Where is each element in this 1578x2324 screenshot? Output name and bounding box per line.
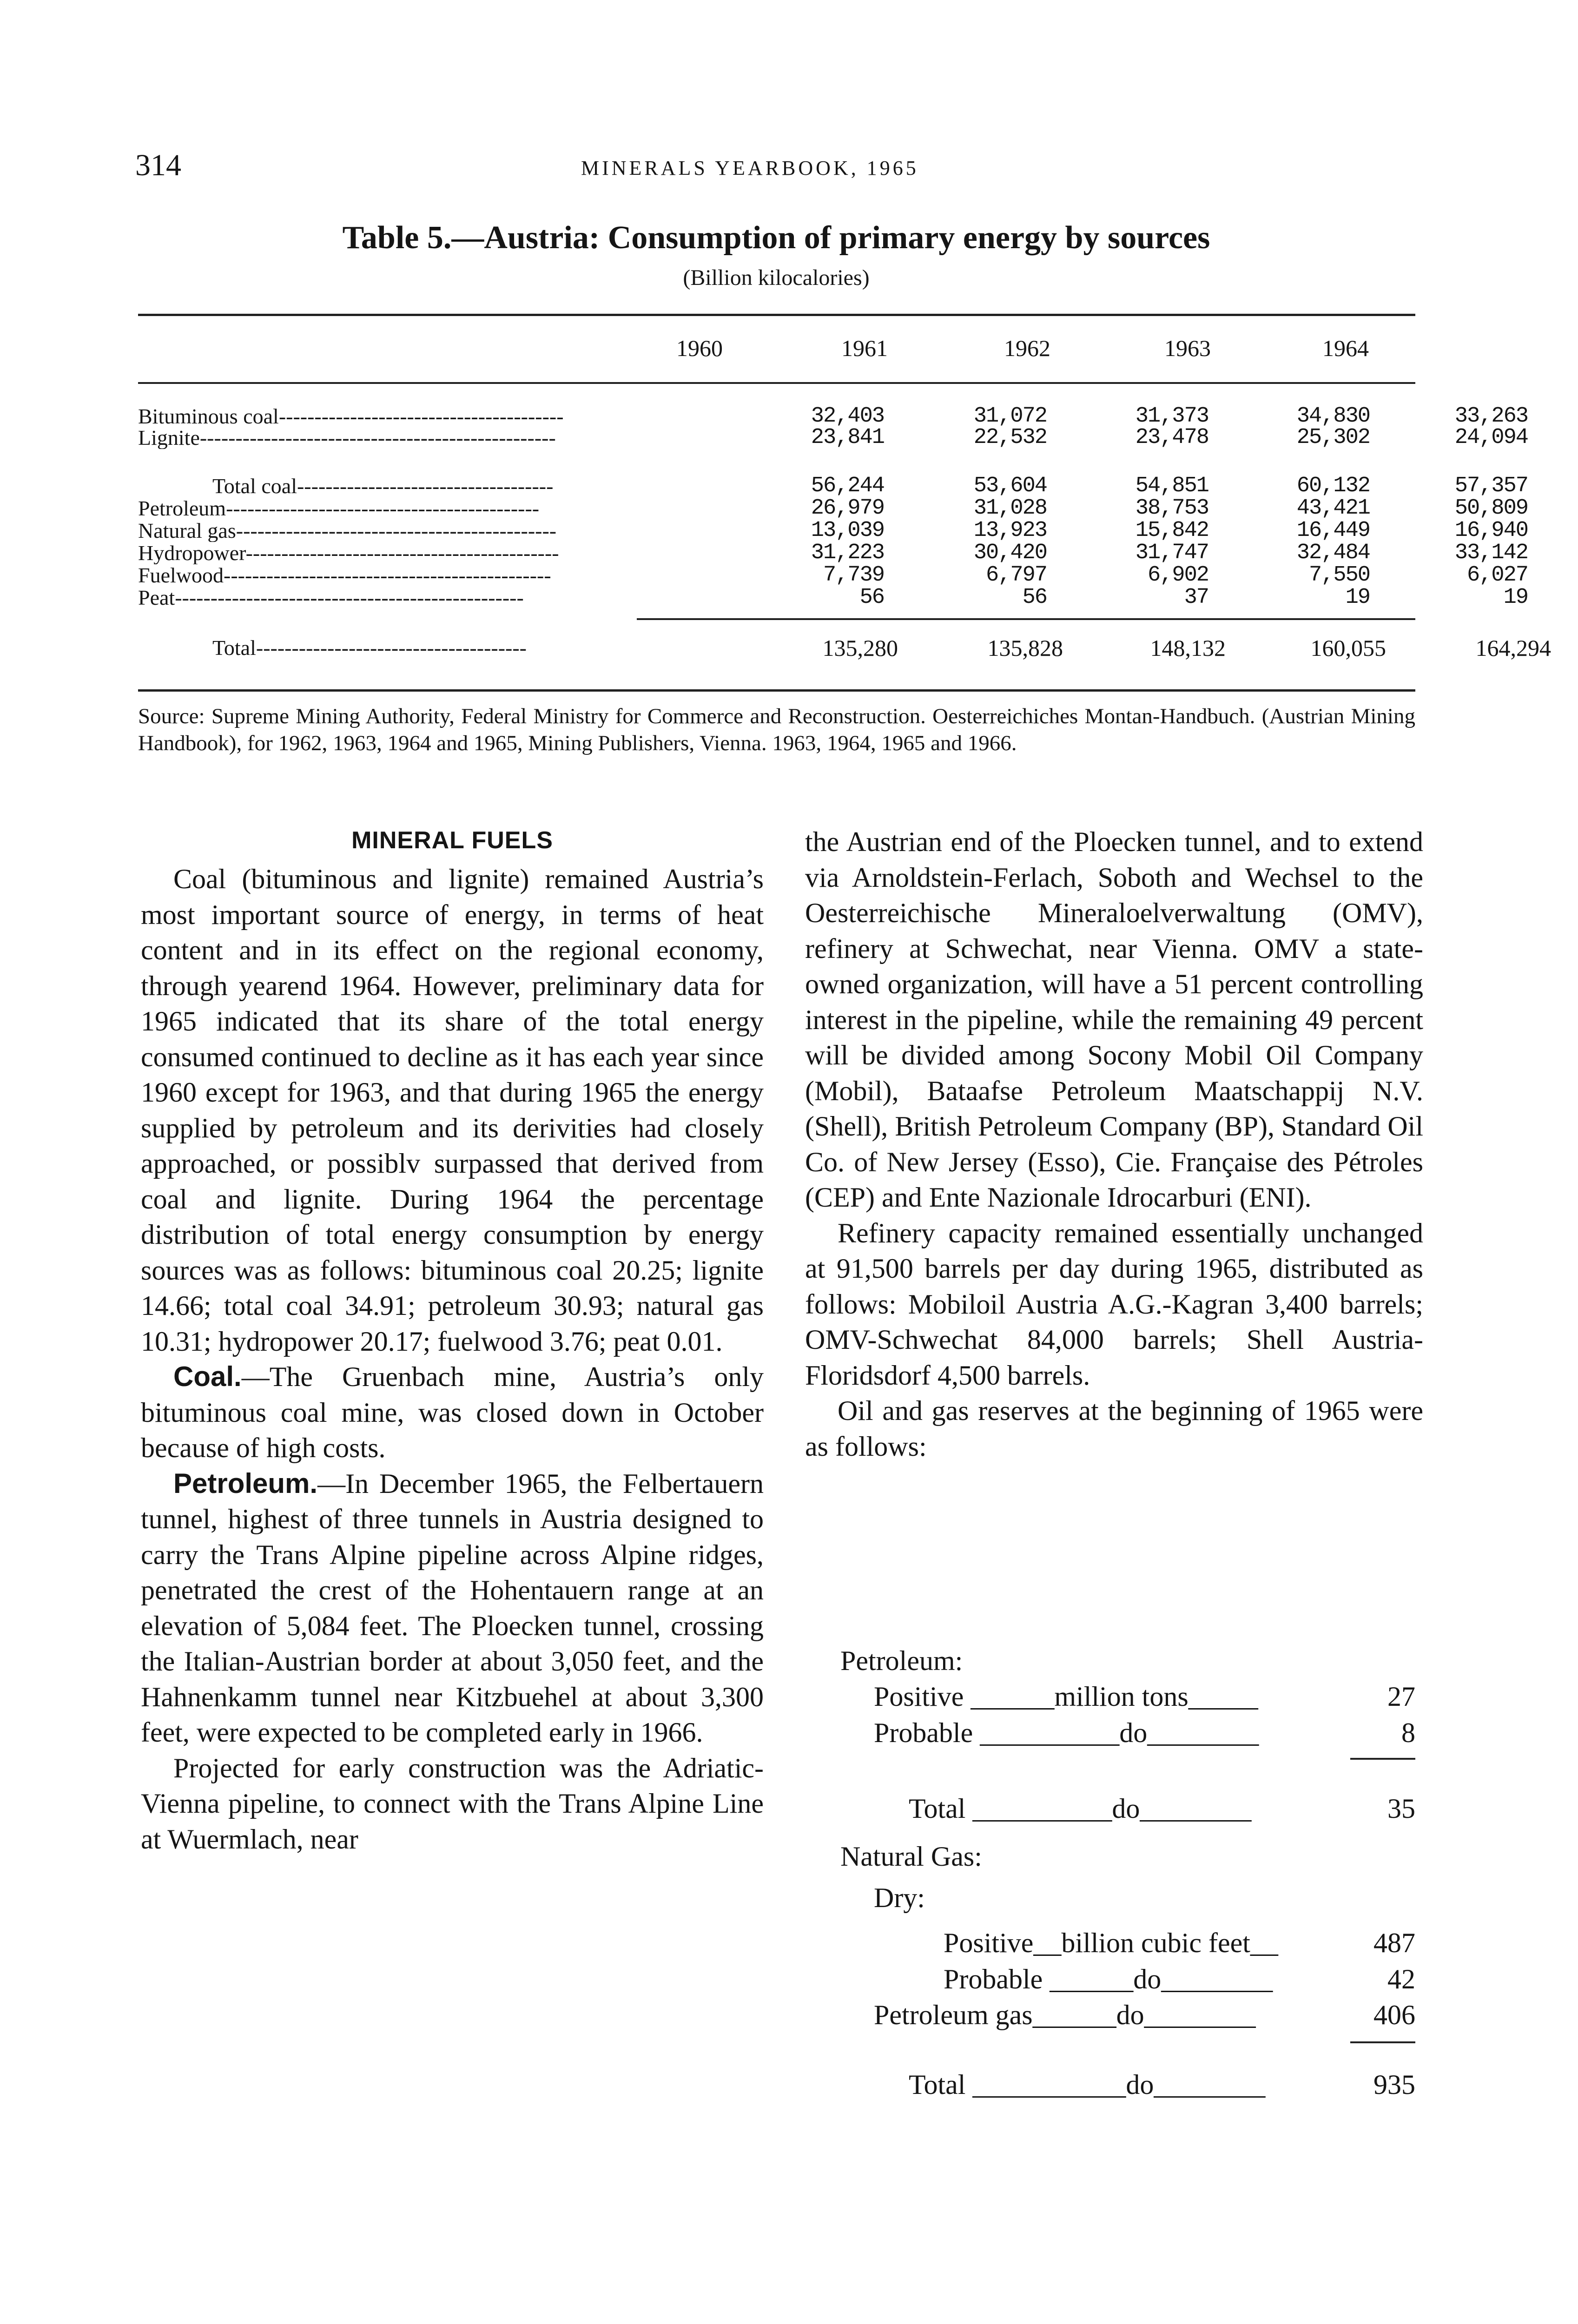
cell-value: 57,357 <box>1454 474 1528 498</box>
cell-value: 38,753 <box>1135 496 1208 521</box>
cell-value: 32,484 <box>1296 541 1370 565</box>
cell-value: 24,094 <box>1454 425 1528 450</box>
cell-value: 13,039 <box>811 518 884 543</box>
reserves-label: Probable ______do________ <box>944 1964 1273 1994</box>
reserves-value: 935 <box>1373 2069 1415 2100</box>
table-row <box>138 496 1528 521</box>
row-label: Total-------------------------------------- <box>212 637 527 659</box>
paragraph-petroleum <box>141 1466 764 1750</box>
right-column <box>805 824 1423 1464</box>
cell-value: 13,923 <box>973 518 1047 543</box>
run-in-heading: Petroleum. <box>173 1467 318 1499</box>
reserves-label: Probable __________do________ <box>874 1717 1259 1748</box>
column-header: 1964 <box>1322 335 1369 361</box>
cell-value: 33,263 <box>1454 404 1528 429</box>
table-source-note: Source: Supreme Mining Authority, Federal Ministry for Commerce and Reconstruction. Oesterreichiches Montan-Handbuch. (Austrian Mining Handbook), for 1962, 1963, 1964 and 1965, Mining Publishers, Vienna. 1963, 1964, 1965 and 1966. <box>138 704 1415 755</box>
cell-value: 54,851 <box>1135 474 1208 498</box>
row-label: Petroleum-------------------------------------------- <box>138 497 540 520</box>
cell-value: 50,809 <box>1454 496 1528 521</box>
column-header: 1961 <box>841 335 888 361</box>
cell-value: 31,373 <box>1135 404 1208 429</box>
cell-value: 135,280 <box>822 635 898 661</box>
cell-value: 19 <box>1345 585 1370 610</box>
cell-value: 31,747 <box>1135 541 1208 565</box>
cell-value: 7,550 <box>1308 563 1370 588</box>
reserves-value: 487 <box>1373 1928 1415 1958</box>
paragraph: Coal (bituminous and lignite) remained Austria’s most important source of energy, in terms of heat content and in its effect on the regional economy, through yearend 1964. However, preliminary data for 1965 indicated that its share of the total energy consumed continued to decline as it has each year since 1960 except for 1963, and that during 1965 the energy supplied by petroleum and its derivities had closely approached, or possiblv surpassed that derived from coal and lignite. During 1964 the percentage distribution of total energy consumption by energy sources was as follows: bituminous coal 20.25; lignite 14.66; total coal 34.91; petroleum 30.93; natural gas 10.31; hydropower 20.17; fuelwood 3.76; peat 0.01. <box>141 864 764 1357</box>
page-number: 314 <box>135 148 181 182</box>
reserves-row <box>874 1679 1415 1714</box>
cell-value: 6,902 <box>1147 563 1208 588</box>
reserves-row <box>874 1715 1415 1750</box>
reserves-dry-label: Dry: <box>874 1882 925 1913</box>
total-rule <box>637 618 1415 620</box>
paragraph: Oil and gas reserves at the beginning of 1965 were as follows: <box>805 1395 1423 1462</box>
reserves-value: 42 <box>1387 1964 1415 1994</box>
reserves-row <box>944 1961 1415 1997</box>
row-label: Total coal------------------------------------ <box>212 475 554 497</box>
cell-value: 60,132 <box>1296 474 1370 498</box>
cell-value: 32,403 <box>811 404 884 429</box>
cell-value: 33,142 <box>1454 541 1528 565</box>
reserves-value: 406 <box>1373 2000 1415 2030</box>
reserves-total-row <box>909 2067 1415 2102</box>
table-top-rule <box>138 314 1415 316</box>
reserves-gas-label: Natural Gas: <box>840 1841 982 1872</box>
table-row-total <box>138 635 1551 661</box>
paragraph: Projected for early construction was the Adriatic-Vienna pipeline, to connect with the Trans Alpine Line at Wuermlach, near <box>141 1752 764 1855</box>
cell-value: 6,797 <box>985 563 1047 588</box>
cell-value: 31,223 <box>811 541 884 565</box>
running-head: MINERALS YEARBOOK, 1965 <box>581 157 919 179</box>
reserves-label: Total __________do________ <box>909 1793 1252 1824</box>
reserves-value: 35 <box>1387 1793 1415 1824</box>
table-row <box>138 404 1528 429</box>
cell-value: 160,055 <box>1310 635 1386 661</box>
cell-value: 135,828 <box>987 635 1063 661</box>
table-title: Table 5.—Austria: Consumption of primary energy by sources <box>342 220 1210 256</box>
row-label: Bituminous coal---------------------------------------- <box>138 405 564 428</box>
reserves-label: Total ___________do________ <box>909 2069 1266 2100</box>
header-rule <box>138 382 1415 384</box>
table-bottom-rule <box>138 689 1415 692</box>
cell-value: 15,842 <box>1135 518 1208 543</box>
reserves-total-row <box>909 1791 1415 1826</box>
cell-value: 7,739 <box>823 563 884 588</box>
reserves-label: Petroleum gas______do________ <box>874 2000 1256 2030</box>
cell-value: 56 <box>859 585 884 610</box>
column-header: 1960 <box>676 335 723 361</box>
cell-value: 34,830 <box>1296 404 1370 429</box>
cell-value: 31,028 <box>973 496 1047 521</box>
cell-value: 23,478 <box>1135 425 1208 450</box>
cell-value: 19 <box>1503 585 1528 610</box>
table-row <box>138 518 1528 543</box>
cell-value: 56,244 <box>811 474 884 498</box>
cell-value: 31,072 <box>973 404 1047 429</box>
reserves-label: Positive ______million tons_____ <box>874 1681 1258 1712</box>
paragraph-text: —The Gruenbach mine, Austria’s only bituminous coal mine, was closed down in October because of high costs. <box>141 1361 764 1463</box>
cell-value: 6,027 <box>1466 563 1528 588</box>
table-row <box>138 585 1528 610</box>
row-label: Natural gas--------------------------------------------- <box>138 520 557 542</box>
reserves-label: Positive__billion cubic feet__ <box>944 1928 1278 1958</box>
table-row <box>138 474 1528 498</box>
reserves-row <box>944 1925 1415 1961</box>
cell-value: 26,979 <box>811 496 884 521</box>
run-in-heading: Coal. <box>173 1361 242 1392</box>
table-row <box>138 425 1528 450</box>
cell-value: 22,532 <box>973 425 1047 450</box>
row-label: Peat------------------------------------------------- <box>138 587 524 609</box>
cell-value: 148,132 <box>1150 635 1226 661</box>
row-label: Fuelwood---------------------------------------------- <box>138 564 551 587</box>
cell-value: 53,604 <box>973 474 1047 498</box>
cell-value: 30,420 <box>973 541 1047 565</box>
reserves-rule <box>1350 2041 1415 2043</box>
table-row <box>138 563 1528 588</box>
section-heading: MINERAL FUELS <box>351 827 553 854</box>
table-row <box>138 541 1528 565</box>
reserves-petroleum-label: Petroleum: <box>840 1645 963 1676</box>
cell-value: 16,449 <box>1296 518 1370 543</box>
cell-value: 43,421 <box>1296 496 1370 521</box>
reserves-value: 27 <box>1387 1681 1415 1712</box>
paragraph: the Austrian end of the Ploecken tunnel, and to extend via Arnoldstein-Ferlach, Soboth and Wechsel to the Oesterreichische Mineraloelverwaltung (OMV), refinery at Schwechat, near Vienna. OMV a state-owned organization, will have a 51 percent controlling interest in the pipeline, while the remaining 49 percent will be divided among Socony Mobil Oil Company (Mobil), Bataafse Petroleum Maatschappij N.V. (Shell), British Petroleum Company (BP), Standard Oil Co. of New Jersey (Esso), Cie. Française des Pétroles (CEP) and Ente Nazionale Idrocarburi (ENI). <box>805 826 1423 1213</box>
cell-value: 56 <box>1022 585 1047 610</box>
left-column <box>141 824 764 1857</box>
cell-value: 25,302 <box>1296 425 1370 450</box>
cell-value: 37 <box>1184 585 1208 610</box>
reserves-row <box>874 1997 1415 2033</box>
reserves-rule <box>1350 1758 1415 1760</box>
cell-value: 23,841 <box>811 425 884 450</box>
paragraph: Refinery capacity remained essentially unchanged at 91,500 barrels per day during 1965, distributed as follows: Mobiloil Austria A.G.-Kagran 3,400 barrels; OMV-Schwechat 84,000 barrels; Shell Austria-Floridsdorf 4,500 barrels. <box>805 1217 1423 1391</box>
row-label: Hydropower-------------------------------------------- <box>138 542 559 564</box>
reserves-value: 8 <box>1401 1717 1415 1748</box>
paragraph-text: —In December 1965, the Felbertauern tunnel, highest of three tunnels in Austria designed to carry the Trans Alpine pipeline across Alpine ridges, penetrated the crest of the Hohentauern range at an elevation of 5,084 feet. The Ploecken tunnel, crossing the Italian-Austrian border at about 3,050 feet, and the Hahnenkamm tunnel near Kitzbuehel at about 3,300 feet, were expected to be completed early in 1966. <box>141 1468 764 1748</box>
cell-value: 16,940 <box>1454 518 1528 543</box>
paragraph-coal <box>141 1359 764 1466</box>
cell-value: 164,294 <box>1475 635 1551 661</box>
column-header: 1962 <box>1004 335 1050 361</box>
table-subtitle: (Billion kilocalories) <box>683 265 870 290</box>
column-header: 1963 <box>1164 335 1211 361</box>
row-label: Lignite-------------------------------------------------- <box>138 427 556 449</box>
